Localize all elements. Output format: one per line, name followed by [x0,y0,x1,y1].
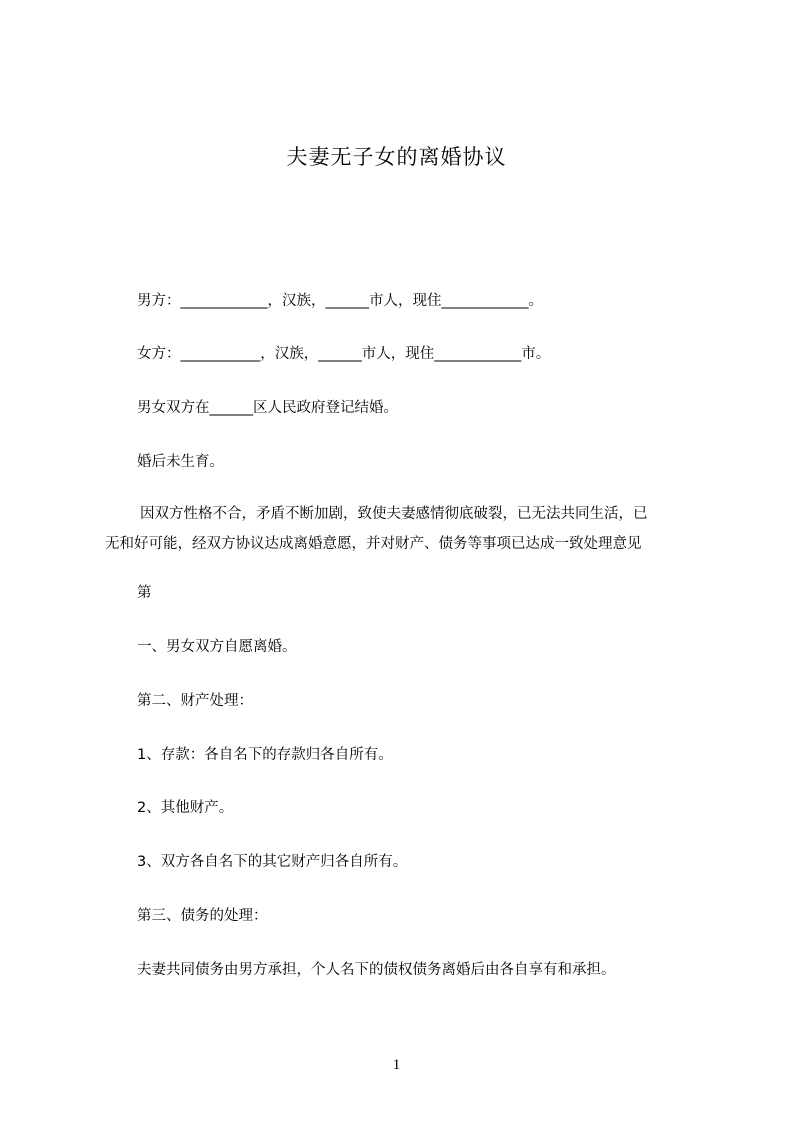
paragraph-male-party: 男方：____________，汉族，______市人，现住____________。 [137,293,543,309]
clause-voluntary-divorce: 一、男女双方自愿离婚。 [137,639,297,655]
clause-other-property: 2、其他财产。 [137,800,234,816]
divorce-reason-line-1: 因双方性格不合，矛盾不断加剧，致使夫妻感情彻底破裂，已无法共同生活，已 [140,506,648,522]
paragraph-divorce-reason [105,499,705,559]
paragraph-marriage-registration: 男女双方在______区人民政府登记结婚。 [137,400,398,416]
paragraph-no-children: 婚后未生育。 [137,454,224,470]
document-title: 夫妻无子女的离婚协议 [286,145,507,169]
clause-prefix: 第 [137,585,152,601]
paragraph-female-party: 女方：___________，汉族，______市人，现住____________市。 [137,346,551,362]
clause-debt-heading: 第三、债务的处理： [137,908,268,924]
clause-debt-handling: 夫妻共同债务由男方承担，个人名下的债权债务离婚后由各自享有和承担。 [137,962,616,978]
clause-property-heading: 第二、财产处理： [137,693,253,709]
divorce-reason-line-2: 无和好可能，经双方协议达成离婚意愿，并对财产、债务等事项已达成一致处理意见 [105,536,642,552]
page-number: 1 [392,1057,401,1073]
clause-other-property-ownership: 3、双方各自名下的其它财产归各自所有。 [137,854,408,870]
clause-savings: 1、存款：各自名下的存款归各自所有。 [137,747,393,763]
